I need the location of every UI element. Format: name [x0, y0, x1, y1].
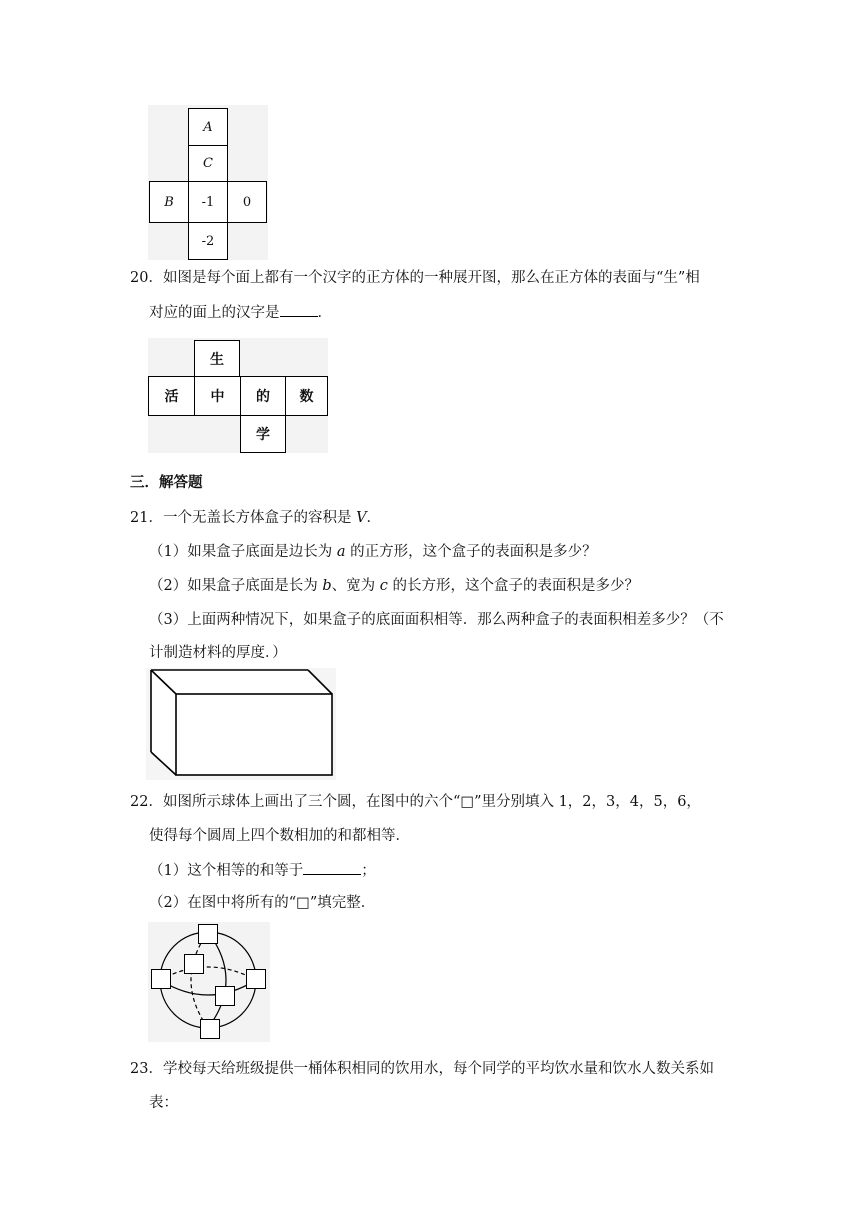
answer-box[interactable]	[215, 986, 235, 1006]
net-cell: A	[188, 108, 228, 146]
question-number: 20．	[130, 270, 163, 286]
answer-box[interactable]	[184, 954, 204, 974]
net-cell: -2	[188, 222, 228, 260]
question-21-part-2	[149, 576, 639, 596]
question-22-line-1	[130, 792, 701, 812]
question-23-line-2: 表：	[149, 1095, 178, 1111]
net-cell: -1	[188, 181, 228, 223]
net-cell: 学	[240, 415, 286, 453]
variable: a	[336, 544, 346, 560]
meridian-front	[208, 932, 226, 1028]
section-heading: 三．解答题	[130, 475, 203, 491]
answer-box[interactable]	[198, 924, 218, 944]
question-23-line-1	[130, 1059, 714, 1079]
question-20-line-1	[130, 268, 700, 288]
question-22-part-2: （2）在图中将所有的“□”填完整．	[149, 895, 376, 911]
question-text: 对应的面上的汉字是	[149, 305, 280, 321]
net-cell: 活	[148, 376, 195, 416]
net-cell: 中	[194, 376, 241, 416]
question-number: 21．	[130, 510, 163, 526]
question-text: （1）如果盒子底面是边长为	[149, 544, 337, 560]
question-text: 的正方形，这个盒子的表面积是多少？	[345, 544, 597, 560]
answer-blank[interactable]	[303, 860, 361, 875]
question-text: 一个无盖长方体盒子的容积是	[162, 510, 357, 526]
question-text: 、宽为	[331, 578, 380, 594]
meridian-back	[191, 932, 208, 1028]
question-21-part-3-line-2: 计制造材料的厚度．）	[149, 645, 287, 661]
answer-box[interactable]	[200, 1019, 220, 1039]
net-cell: 数	[285, 376, 328, 416]
net-cell: B	[149, 181, 189, 223]
equator-front	[160, 980, 256, 995]
net-cell: C	[188, 145, 228, 182]
net-cell: 0	[227, 181, 267, 223]
answer-box[interactable]	[151, 969, 171, 989]
variable: c	[379, 578, 388, 594]
question-20-line-2	[149, 302, 332, 323]
variable: b	[322, 578, 332, 594]
variable: V	[356, 510, 367, 526]
box-figure	[146, 668, 336, 780]
question-22-line-2: 使得每个圆周上四个数相加的和都相等．	[149, 828, 410, 844]
question-number: 23．	[130, 1061, 163, 1077]
answer-blank[interactable]	[280, 302, 318, 317]
question-text: ．	[317, 305, 332, 321]
question-text: （2）如果盒子底面是长为	[149, 578, 323, 594]
question-text: 如图所示球体上画出了三个圆，在图中的六个“□”里分别填入 1，2，3，4，5，6，	[162, 794, 701, 810]
question-21-part-1	[149, 542, 597, 562]
sphere-figure	[148, 922, 270, 1042]
question-text: 的长方形，这个盒子的表面积是多少？	[387, 578, 639, 594]
question-22-part-1	[149, 860, 376, 881]
net-cell: 的	[240, 376, 286, 416]
net-cell: 生	[194, 340, 240, 377]
equator-back	[160, 967, 256, 980]
question-text: ；	[361, 863, 376, 879]
question-text: 学校每天给班级提供一桶体积相同的饮用水，每个同学的平均饮水量和饮水人数关系如	[162, 1061, 714, 1077]
question-21-stem	[130, 508, 381, 528]
question-text: ．	[366, 510, 382, 526]
question-text: 如图是每个面上都有一个汉字的正方体的一种展开图，那么在正方体的表面与“生”相	[162, 270, 700, 286]
sphere-outline	[160, 932, 256, 1028]
box-face	[151, 670, 332, 775]
question-21-part-3-line-1: （3）上面两种情况下，如果盒子的底面面积相等．那么两种盒子的表面积相差多少？（不	[149, 612, 724, 628]
question-text: （1）这个相等的和等于	[149, 863, 304, 879]
question-number: 22．	[130, 794, 163, 810]
answer-box[interactable]	[246, 969, 266, 989]
